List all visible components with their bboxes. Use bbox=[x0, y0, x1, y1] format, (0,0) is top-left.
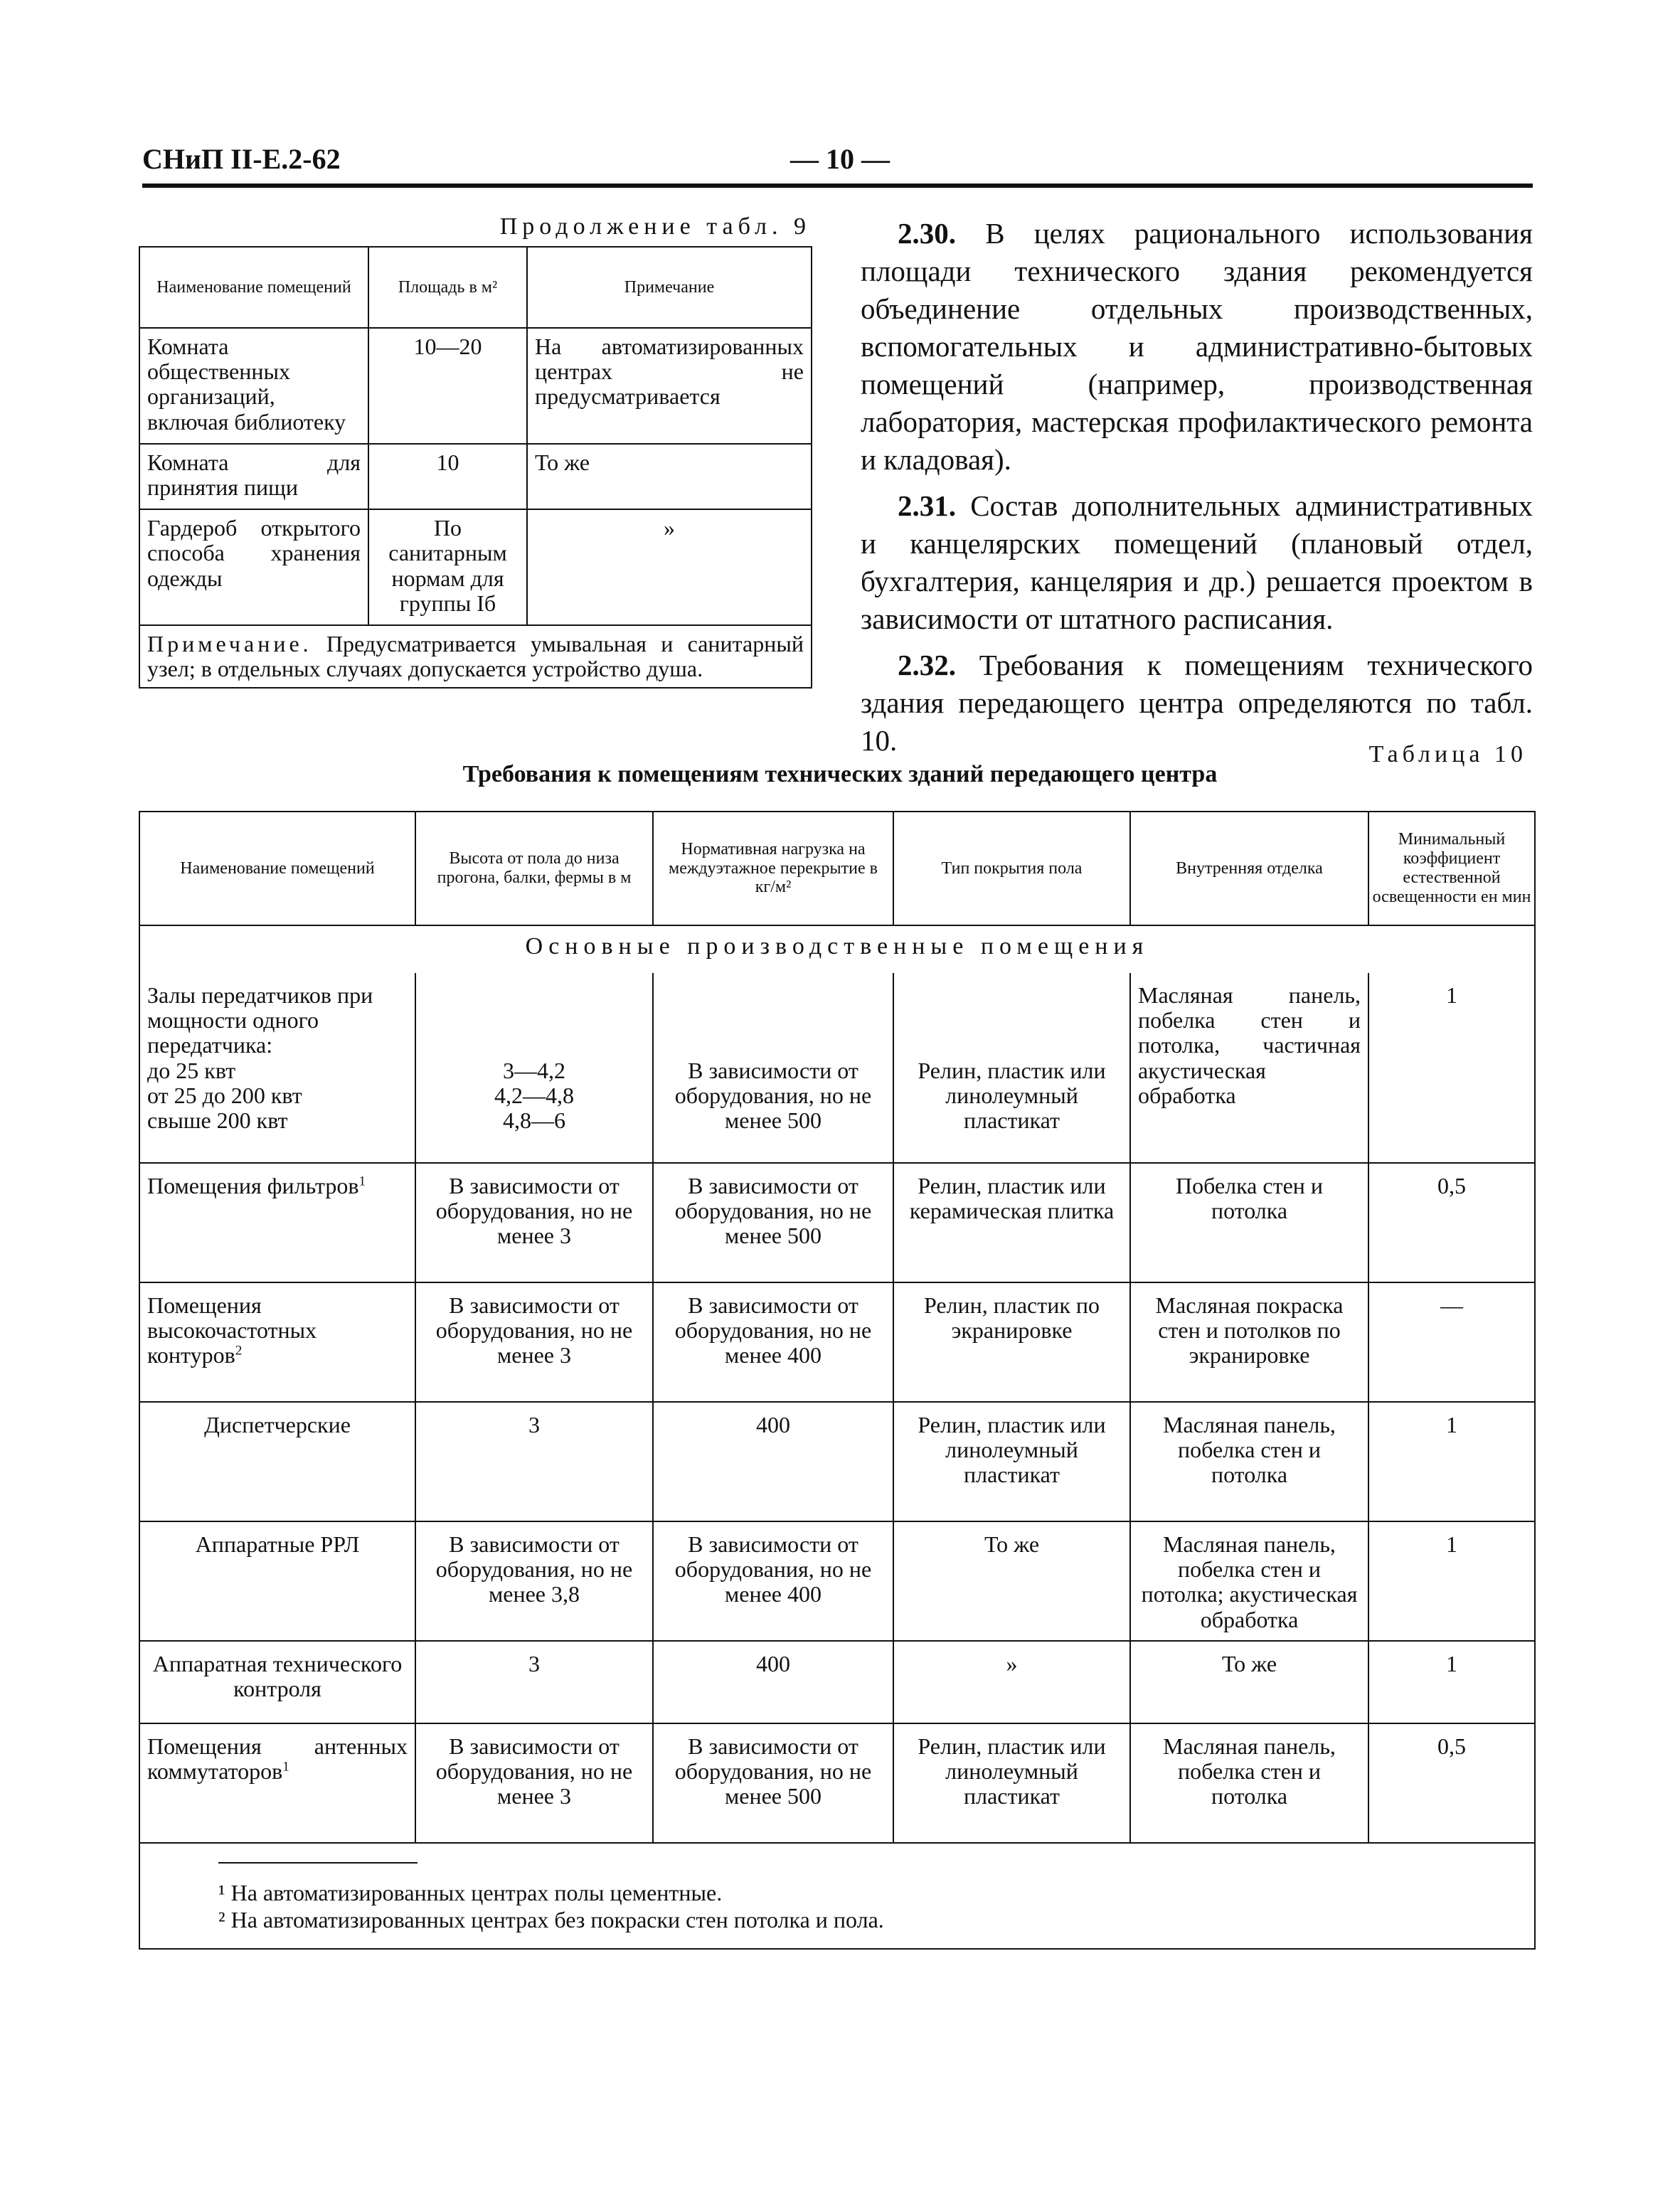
table10-cell-height: В зависимости от оборудования, но не менее 3 bbox=[415, 1282, 653, 1402]
table10-cell-finish: Масляная панель, побелка стен и потолка bbox=[1130, 1402, 1368, 1521]
table10-header-floor: Тип покрытия пола bbox=[893, 812, 1130, 925]
table10-cell-load: В зависимости от оборудования, но не менее 400 bbox=[653, 1282, 893, 1402]
table-row bbox=[139, 1402, 1535, 1521]
table10-cell-name bbox=[139, 973, 415, 1163]
table10-section-row bbox=[139, 925, 1535, 973]
power-range: от 25 до 200 квт bbox=[147, 1082, 302, 1108]
room-name: Помещения фильтров bbox=[147, 1173, 359, 1198]
paragraph-text: Требования к помещениям технического здания передающего центра определяются по табл. 10. bbox=[861, 649, 1533, 757]
table9-note bbox=[139, 625, 812, 688]
footnote: ² На автоматизированных центрах без покраски стен потолка и пола. bbox=[218, 1907, 884, 1933]
table10-cell-load bbox=[653, 973, 893, 1163]
table10-header-load: Нормативная нагрузка на междуэтажное перекрытие в кг/м² bbox=[653, 812, 893, 925]
table10-header-height: Высота от пола до низа прогона, балки, фермы в м bbox=[415, 812, 653, 925]
table10-cell-coefficient: 1 bbox=[1368, 1641, 1535, 1723]
room-name: Помещения антенных коммутаторов bbox=[147, 1733, 408, 1785]
table10-cell-height bbox=[415, 973, 653, 1163]
table10-cell-load: В зависимости от оборудования, но не менее 500 bbox=[653, 1723, 893, 1843]
table10-cell-floor bbox=[893, 973, 1130, 1163]
table10-cell-height: В зависимости от оборудования, но не менее 3,8 bbox=[415, 1521, 653, 1641]
footnote-ref: 1 bbox=[282, 1759, 289, 1775]
paragraph-text: Состав дополнительных административных и канцелярских помещений (плановый отдел, бухгалтерия, канцелярия и др.) решается проектом в зависимости от штатного расписания. bbox=[861, 489, 1533, 635]
paragraph-text: В целях рационального использования площади технического здания рекомендуется объединение отдельных производственных, вспомогательных и административно-бытовых помещений (например, производственная лаборатория, мастерская профилактического ремонта и кладовая). bbox=[861, 217, 1533, 476]
table-row bbox=[139, 1282, 1535, 1402]
table10-cell-name: Аппаратные РРЛ bbox=[139, 1521, 415, 1641]
table10-cell-coefficient: 1 bbox=[1368, 1402, 1535, 1521]
table10-cell-load: В зависимости от оборудования, но не менее 500 bbox=[653, 1163, 893, 1282]
table9-cell: То же bbox=[527, 444, 812, 509]
table10-cell-finish: Масляная панель, побелка стен и потолка bbox=[1130, 1723, 1368, 1843]
table10-cell-coefficient: 1 bbox=[1368, 973, 1535, 1163]
paragraphs bbox=[861, 215, 1533, 768]
table10-cell-name bbox=[139, 1163, 415, 1282]
table9-note-label: Примечание. bbox=[147, 630, 312, 656]
table9-continuation-label: Продолжение табл. 9 bbox=[499, 213, 811, 240]
table9-header-note: Примечание bbox=[527, 247, 812, 328]
table9-cell: 10 bbox=[368, 444, 527, 509]
table10-cell-name: Аппаратная технического контроля bbox=[139, 1641, 415, 1723]
table10-cell-coefficient: — bbox=[1368, 1282, 1535, 1402]
table-row bbox=[139, 1641, 1535, 1723]
room-name: Помещения высокочастотных контуров bbox=[147, 1292, 317, 1368]
power-range: свыше 200 квт bbox=[147, 1107, 288, 1133]
load-value: В зависимости от оборудования, но не менее 500 bbox=[674, 1058, 872, 1134]
table10-cell-height: В зависимости от оборудования, но не менее 3 bbox=[415, 1163, 653, 1282]
table10-cell-name bbox=[139, 1282, 415, 1402]
table9-cell: 10—20 bbox=[368, 328, 527, 444]
table10-header-coefficient: Минимальный коэффициент естественной освещенности eн мин bbox=[1368, 812, 1535, 925]
footnote-ref: 1 bbox=[358, 1174, 366, 1189]
table10-cell-finish: Побелка стен и потолка bbox=[1130, 1163, 1368, 1282]
paragraph bbox=[861, 215, 1533, 479]
table9-cell: » bbox=[527, 509, 812, 625]
table9-header-row bbox=[139, 247, 812, 328]
table10-cell-load: 400 bbox=[653, 1402, 893, 1521]
table10-cell-floor: Релин, пластик по экранировке bbox=[893, 1282, 1130, 1402]
table10-cell-floor: Релин, пластик или линолеумный пластикат bbox=[893, 1402, 1130, 1521]
height-value: 3—4,2 bbox=[503, 1058, 565, 1083]
paragraph-number: 2.30. bbox=[898, 217, 956, 250]
table10-header-row bbox=[139, 812, 1535, 925]
table10-cell-height: В зависимости от оборудования, но не менее 3 bbox=[415, 1723, 653, 1843]
table10-cell-finish: То же bbox=[1130, 1641, 1368, 1723]
footnote: ¹ На автоматизированных центрах полы цементные. bbox=[218, 1880, 723, 1905]
header-rule bbox=[142, 184, 1533, 188]
table10-header-finish: Внутренняя отделка bbox=[1130, 812, 1368, 925]
table-row bbox=[139, 973, 1535, 1163]
table10-section-title: Основные производственные помещения bbox=[525, 933, 1149, 959]
table10-cell-height: 3 bbox=[415, 1402, 653, 1521]
table10-footnotes bbox=[139, 1843, 1535, 1949]
table9-cell: По санитарным нормам для группы Iб bbox=[368, 509, 527, 625]
table10-cell-coefficient: 0,5 bbox=[1368, 1723, 1535, 1843]
table9-note-text: Предусматривается умывальная и санитарный узел; в отдельных случаях допускается устройство душа. bbox=[147, 630, 804, 682]
table9-cell: Комната для принятия пищи bbox=[139, 444, 368, 509]
table10-cell-coefficient: 0,5 bbox=[1368, 1163, 1535, 1282]
table10-cell-height: 3 bbox=[415, 1641, 653, 1723]
table-row bbox=[139, 1163, 1535, 1282]
table10-cell-load: В зависимости от оборудования, но не менее 400 bbox=[653, 1521, 893, 1641]
table9-cell: Комната общественных организаций, включая библиотеку bbox=[139, 328, 368, 444]
table10-cell-floor: То же bbox=[893, 1521, 1130, 1641]
table9 bbox=[139, 246, 812, 689]
table10 bbox=[139, 811, 1536, 1950]
document-code: СНиП II-Е.2-62 bbox=[142, 143, 341, 175]
table10-cell-floor: » bbox=[893, 1641, 1130, 1723]
table-row bbox=[139, 328, 812, 444]
table9-cell: Гардероб открытого способа хранения одежды bbox=[139, 509, 368, 625]
table10-cell-coefficient: 1 bbox=[1368, 1521, 1535, 1641]
height-value: 4,2—4,8 bbox=[494, 1083, 574, 1109]
table-row bbox=[139, 509, 812, 625]
table10-label: Таблица 10 bbox=[1368, 741, 1527, 767]
paragraph-number: 2.32. bbox=[898, 649, 956, 681]
table9-cell: На автоматизированных центрах не предусматривается bbox=[527, 328, 812, 444]
table9-block bbox=[139, 213, 811, 689]
transmitter-halls-intro: Залы передатчиков при мощности одного передатчика: bbox=[147, 982, 373, 1058]
table10-cell-floor: Релин, пластик или керамическая плитка bbox=[893, 1163, 1130, 1282]
footnote-rule bbox=[218, 1862, 418, 1864]
table-row bbox=[139, 1723, 1535, 1843]
table9-header-area: Площадь в м² bbox=[368, 247, 527, 328]
table10-cell-name bbox=[139, 1723, 415, 1843]
height-value: 4,8—6 bbox=[503, 1107, 565, 1134]
table10-cell-floor: Релин, пластик или линолеумный пластикат bbox=[893, 1723, 1130, 1843]
table10-cell-finish: Масляная панель, побелка стен и потолка; акустическая обработка bbox=[1130, 1521, 1368, 1641]
power-range: до 25 квт bbox=[147, 1057, 236, 1083]
table10-cell-finish: Масляная покраска стен и потолков по экранировке bbox=[1130, 1282, 1368, 1402]
table9-note-row bbox=[139, 625, 812, 688]
paragraph bbox=[861, 487, 1533, 638]
footnote-ref: 2 bbox=[235, 1343, 243, 1359]
table10-header-name: Наименование помещений bbox=[139, 812, 415, 925]
table10-footnote-row bbox=[139, 1843, 1535, 1949]
table10-cell-finish: Масляная панель, побелка стен и потолка, частичная акустическая обработка bbox=[1130, 973, 1368, 1163]
table10-title: Требования к помещениям технических зданий передающего центра bbox=[462, 761, 1218, 787]
table10-cell-name: Диспетчерские bbox=[139, 1402, 415, 1521]
table-row bbox=[139, 1521, 1535, 1641]
paragraph-number: 2.31. bbox=[898, 489, 956, 522]
table9-header-name: Наименование помещений bbox=[139, 247, 368, 328]
floor-value: Релин, пластик или линолеумный пластикат bbox=[918, 1058, 1106, 1134]
page-number: — 10 — bbox=[790, 143, 890, 175]
table10-cell-load: 400 bbox=[653, 1641, 893, 1723]
table-row bbox=[139, 444, 812, 509]
